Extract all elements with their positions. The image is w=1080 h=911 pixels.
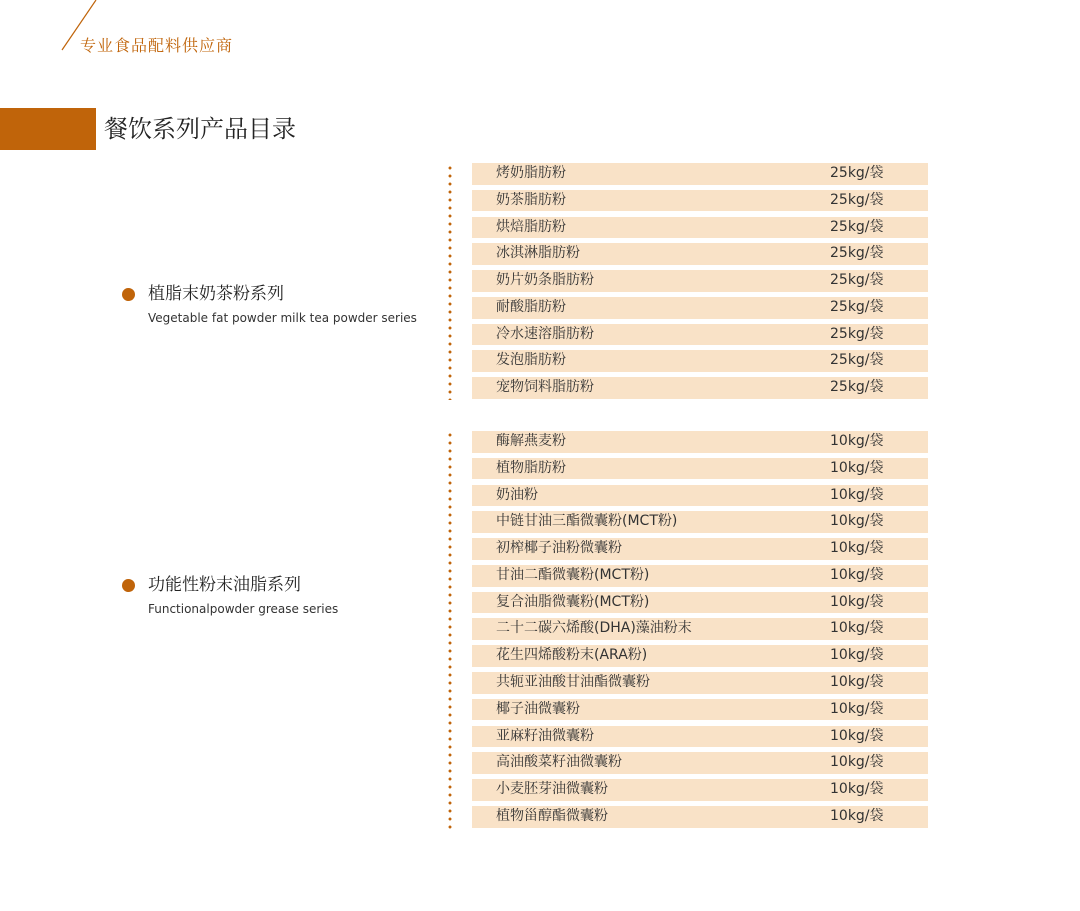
product-row [472, 779, 928, 801]
product-name: 冰淇淋脂肪粉 [496, 245, 580, 262]
product-row [472, 297, 928, 319]
product-row [472, 217, 928, 239]
product-name: 椰子油微囊粉 [496, 700, 580, 717]
product-name: 植物脂肪粉 [496, 459, 566, 476]
product-list-functional-powder [472, 431, 928, 833]
product-row [472, 645, 928, 667]
product-spec: 25kg/袋 [830, 298, 884, 315]
product-name: 亚麻籽油微囊粉 [496, 727, 594, 744]
product-spec: 10kg/袋 [830, 593, 884, 610]
product-spec: 10kg/袋 [830, 566, 884, 583]
product-row [472, 163, 928, 185]
series-title-cn: 植脂末奶茶粉系列 [148, 284, 284, 304]
product-name: 初榨椰子油粉微囊粉 [496, 540, 622, 557]
product-name: 甘油二酯微囊粉(MCT粉) [496, 566, 650, 583]
product-name: 复合油脂微囊粉(MCT粉) [496, 593, 650, 610]
product-spec: 10kg/袋 [830, 754, 884, 771]
series-bullet-icon [122, 579, 135, 592]
product-spec: 25kg/袋 [830, 191, 884, 208]
series-title-cn: 功能性粉末油脂系列 [148, 575, 301, 595]
product-name: 发泡脂肪粉 [496, 352, 566, 369]
product-name: 植物甾醇酯微囊粉 [496, 807, 608, 824]
product-name: 酶解燕麦粉 [496, 433, 566, 449]
product-name: 奶油粉 [496, 486, 538, 503]
product-spec: 25kg/袋 [830, 165, 884, 181]
product-spec: 25kg/袋 [830, 379, 884, 396]
product-spec: 25kg/袋 [830, 218, 884, 235]
product-spec: 10kg/袋 [830, 674, 884, 691]
page-title: 餐饮系列产品目录 [104, 115, 296, 143]
product-row [472, 190, 928, 212]
product-spec: 10kg/袋 [830, 807, 884, 824]
product-row [472, 538, 928, 560]
product-list-vegetable-fat [472, 163, 928, 404]
series-divider-dots [448, 164, 452, 400]
product-row [472, 431, 928, 453]
series-divider-dots [448, 431, 452, 831]
product-spec: 10kg/袋 [830, 781, 884, 798]
product-name: 耐酸脂肪粉 [496, 298, 566, 315]
product-row [472, 485, 928, 507]
product-row [472, 270, 928, 292]
product-row [472, 672, 928, 694]
product-name: 烤奶脂肪粉 [496, 165, 566, 181]
product-spec: 10kg/袋 [830, 647, 884, 664]
product-row [472, 699, 928, 721]
product-spec: 25kg/袋 [830, 352, 884, 369]
product-row [472, 324, 928, 346]
product-name: 二十二碳六烯酸(DHA)藻油粉末 [496, 620, 692, 637]
product-spec: 10kg/袋 [830, 620, 884, 637]
product-name: 烘焙脂肪粉 [496, 218, 566, 235]
product-spec: 10kg/袋 [830, 459, 884, 476]
product-name: 奶片奶条脂肪粉 [496, 272, 594, 289]
product-row [472, 511, 928, 533]
product-row [472, 592, 928, 614]
product-name: 奶茶脂肪粉 [496, 191, 566, 208]
product-spec: 10kg/袋 [830, 486, 884, 503]
product-spec: 10kg/袋 [830, 540, 884, 557]
product-spec: 25kg/袋 [830, 325, 884, 342]
product-name: 高油酸菜籽油微囊粉 [496, 754, 622, 771]
product-spec: 25kg/袋 [830, 245, 884, 262]
product-spec: 10kg/袋 [830, 700, 884, 717]
product-row [472, 806, 928, 828]
product-name: 共轭亚油酸甘油酯微囊粉 [496, 674, 650, 691]
product-row [472, 726, 928, 748]
title-accent-bar [0, 108, 96, 150]
product-spec: 10kg/袋 [830, 727, 884, 744]
product-name: 小麦胚芽油微囊粉 [496, 781, 608, 798]
product-row [472, 243, 928, 265]
product-spec: 10kg/袋 [830, 513, 884, 530]
series-bullet-icon [122, 288, 135, 301]
product-row [472, 377, 928, 399]
product-name: 宠物饲料脂肪粉 [496, 379, 594, 396]
product-name: 冷水速溶脂肪粉 [496, 325, 594, 342]
product-spec: 25kg/袋 [830, 272, 884, 289]
product-spec: 10kg/袋 [830, 433, 884, 449]
product-row [472, 618, 928, 640]
product-row [472, 350, 928, 372]
product-row [472, 458, 928, 480]
product-row [472, 752, 928, 774]
series-title-en: Vegetable fat powder milk tea powder series [148, 311, 417, 325]
product-name: 中链甘油三酯微囊粉(MCT粉) [496, 513, 678, 530]
series-title-en: Functionalpowder grease series [148, 602, 339, 616]
product-name: 花生四烯酸粉末(ARA粉) [496, 647, 648, 664]
product-row [472, 565, 928, 587]
header-tagline: 专业食品配料供应商 [80, 36, 234, 55]
